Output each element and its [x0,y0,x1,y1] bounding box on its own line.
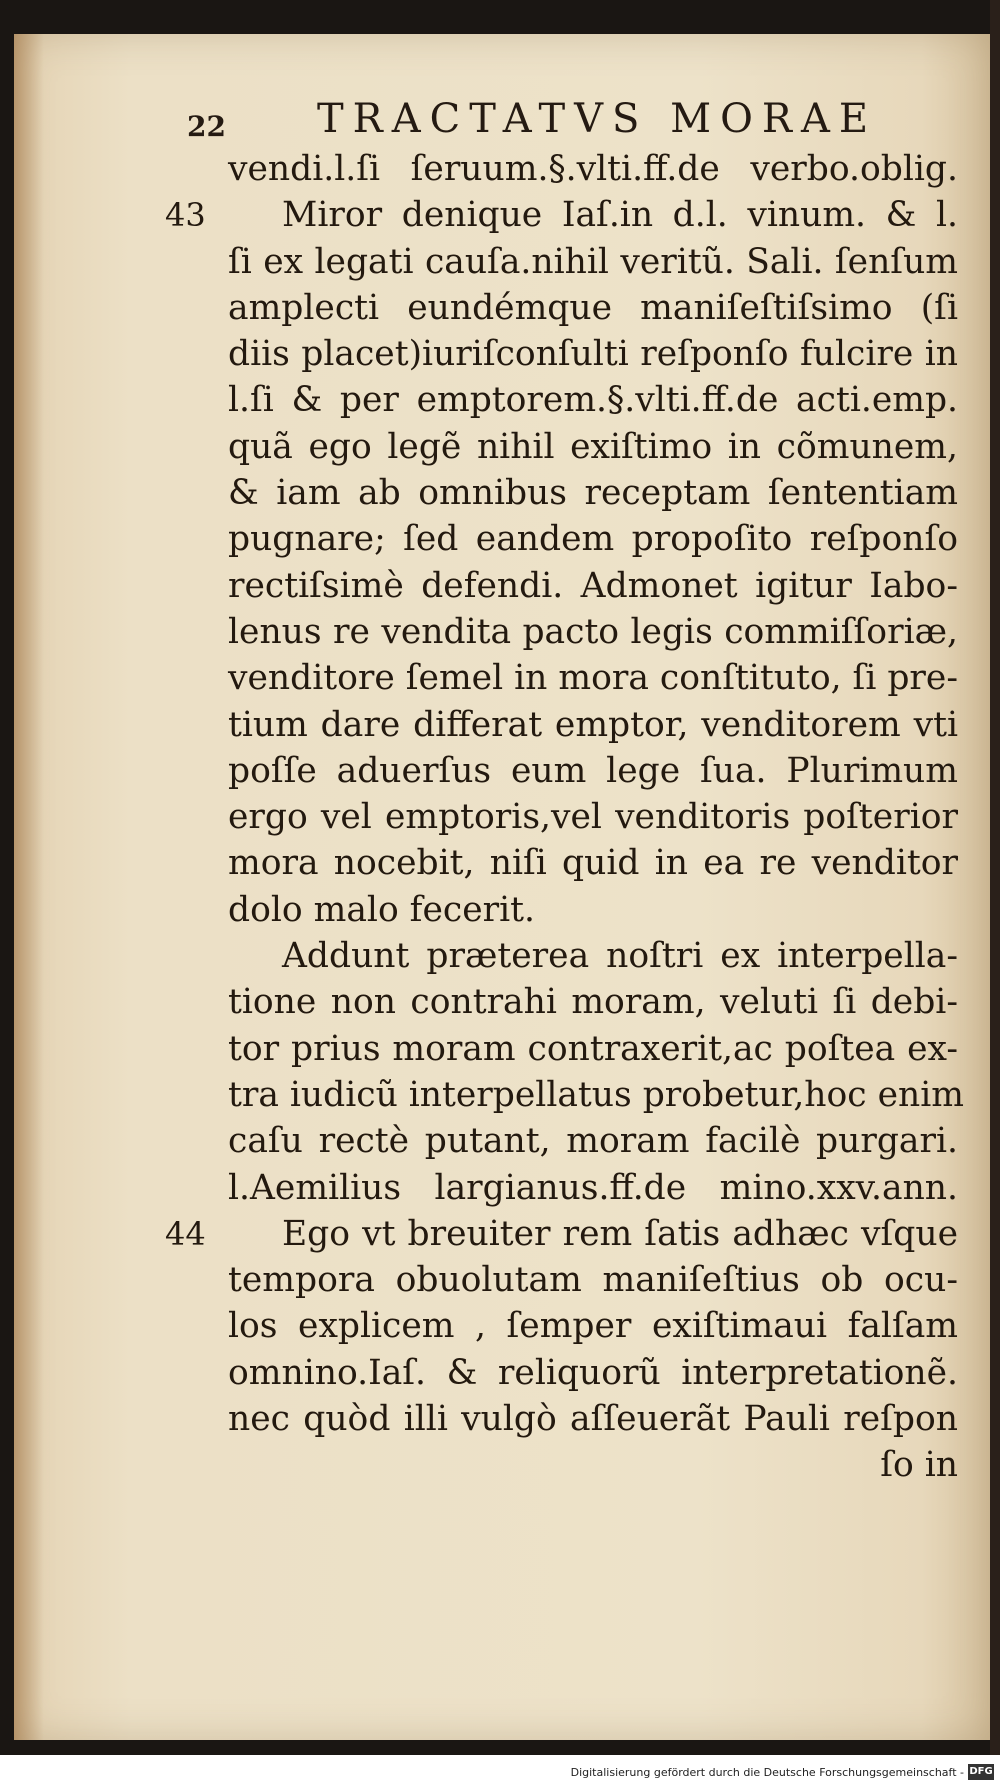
text-line [165,192,958,238]
text-line [228,748,958,794]
text-line-content: ſo in [880,1445,958,1486]
text-line-content: caſu rectè putant, moram facilè purgari. [228,1121,958,1162]
text-line [228,840,958,886]
running-title: TRACTATVS MORAE [317,96,878,142]
margin-note-number: 43 [165,196,206,235]
text-line [228,1165,958,1211]
text-line [228,655,958,701]
text-line-content: l.ſi & per emptorem.§.vlti.ff.de acti.emp. [228,380,958,421]
text-line-content: ergo vel emptoris,vel venditoris poſterior [228,797,958,838]
text-line-content: amplecti eundémque maniſeſtiſsimo (ſi [228,287,958,328]
text-line [228,979,958,1025]
text-line-content: rectiſsimè defendi. Admonet igitur Iabo- [228,565,958,606]
text-line-content: tium dare differat emptor, venditorem vti [228,704,958,745]
text-line [228,470,958,516]
text-line-content: los explicem , ſemper exiſtimaui falſam [228,1306,958,1347]
text-line-content: Ego vt breuiter rem ſatis adhæc vſque [282,1213,958,1254]
text-line-content: tempora obuolutam maniſeſtius ob ocu- [228,1260,958,1301]
text-line-content: Miror denique Iaſ.in d.l. vinum. & l. [282,195,958,236]
margin-note-number: 44 [165,1214,206,1253]
text-line [228,377,958,423]
text-line-content: nec quòd illi vulgò aſſeuerãt Pauli reſpon [228,1399,958,1440]
text-line [228,285,958,331]
text-line [228,933,958,979]
digitization-footer [0,1755,1000,1789]
text-line [228,1442,958,1488]
text-line [228,887,958,933]
text-line [228,1350,958,1396]
text-line [228,1026,958,1072]
text-line-content: diis placet)iuriſconſulti reſponſo fulcire in [228,334,958,375]
text-line [228,1396,958,1442]
text-line-content: ſi ex legati cauſa.nihil veritũ. Sali. ſenſum [228,241,958,282]
text-line [228,1118,958,1164]
text-line [228,331,958,377]
funding-credit: Digitalisierung gefördert durch die Deutsche Forschungsgemeinschaft - [570,1766,964,1779]
text-line [165,1211,958,1257]
text-line-content: tra iudicũ interpellatus probetur,hoc enim [228,1074,964,1115]
text-line [228,702,958,748]
text-line [228,794,958,840]
text-line [228,1303,958,1349]
text-line-content: & iam ab omnibus receptam ſententiam [228,473,958,514]
text-line-content: l.Aemilius largianus.ff.de mino.xxv.ann. [228,1167,958,1208]
text-line [228,239,958,285]
text-line [228,563,958,609]
text-line-content: quã ego legẽ nihil exiſtimo in cõmunem, [228,426,958,467]
body-text [165,146,964,1489]
text-line [228,516,958,562]
text-line-content: omnino.Iaſ. & reliquorũ interpretationẽ. [228,1352,958,1393]
page-gutter-shadow [14,34,44,1740]
dfg-logo: DFG [968,1764,994,1780]
text-line-content: venditore ſemel in mora conſtituto, ſi pre- [228,658,958,699]
text-line-content: tione non contrahi moram, veluti ſi debi- [228,982,958,1023]
text-line-content: poſſe aduerſus eum lege ſua. Plurimum [228,750,958,791]
text-line-content: pugnare; ſed eandem propoſito reſponſo [228,519,958,560]
page-number: 22 [187,110,226,143]
text-line-content: vendi.l.ſi ſeruum.§.vlti.ff.de verbo.oblig. [228,149,958,189]
running-head [187,96,897,144]
right-edge-strip [990,0,1000,1755]
text-line [228,1072,964,1118]
text-line-content: dolo malo fecerit. [228,889,535,930]
text-line-content: lenus re vendita pacto legis commiſſoriæ, [228,611,958,652]
text-line [228,609,958,655]
text-line [228,424,958,470]
text-line [228,146,958,192]
text-line-content: mora nocebit, niſi quid in ea re venditor [228,843,958,884]
text-line-content: Addunt præterea noſtri ex interpella- [282,936,958,977]
text-line [228,1257,958,1303]
text-line-content: tor prius moram contraxerit,ac poſtea ex- [228,1028,958,1069]
